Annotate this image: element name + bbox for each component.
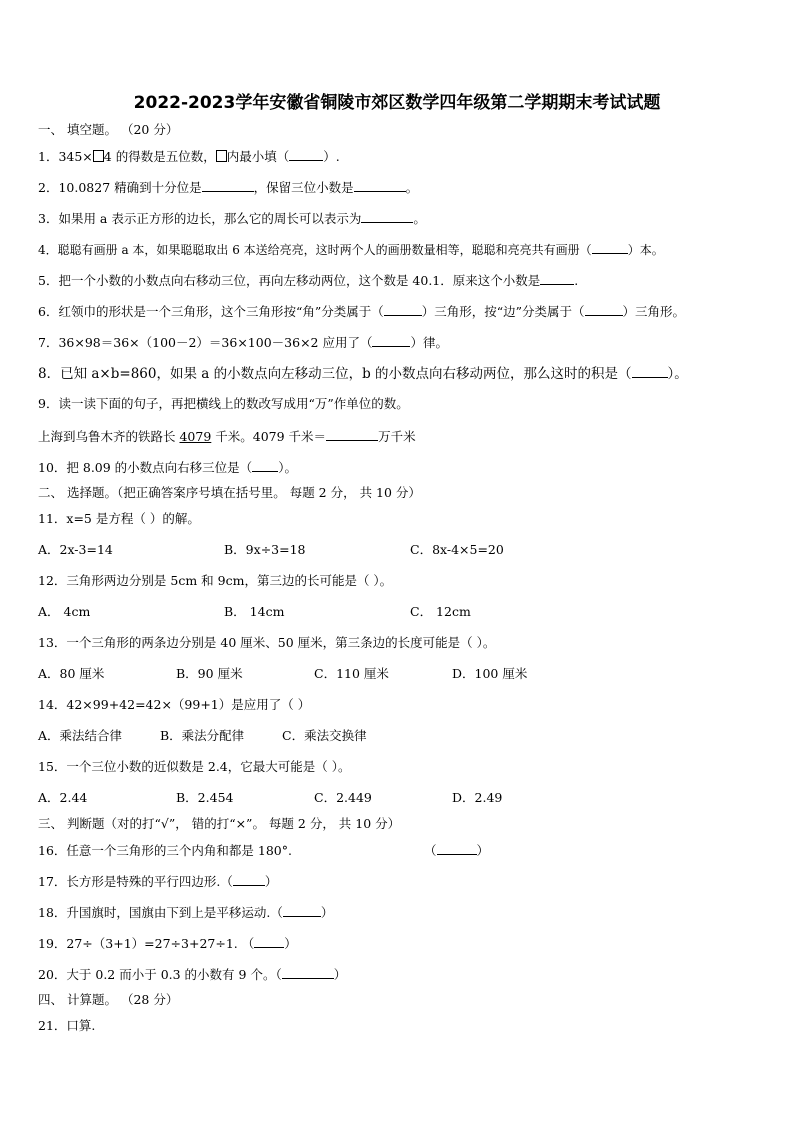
section-fill-in: 一、 填空题。 （20 分） <box>38 122 179 137</box>
question-12-options <box>38 604 471 620</box>
answer-blank[interactable] <box>283 904 321 917</box>
question-21: 21．口算. <box>38 1018 96 1033</box>
answer-blank[interactable] <box>252 459 278 472</box>
question-9-sentence: 上海到乌鲁木齐的铁路长 4079 千米。4079 千米＝ 万千米 <box>38 429 416 444</box>
section-multiple-choice: 二、 选择题。（把正确答案序号填在括号里。 每题 2 分， 共 10 分） <box>38 485 421 500</box>
answer-blank[interactable] <box>254 935 284 948</box>
option-b[interactable]: B． 14cm <box>224 604 285 619</box>
question-17: 17．长方形是特殊的平行四边形.（ ） <box>38 874 278 889</box>
option-a[interactable]: A．乘法结合律 <box>38 728 123 743</box>
question-2: 2．10.0827 精确到十分位是 ，保留三位小数是 。 <box>38 180 419 195</box>
question-7: 7．36×98＝36×（100－2）＝36×100－36×2 应用了（ ）律。 <box>38 335 448 350</box>
square-box-icon <box>93 150 104 162</box>
question-12: 12．三角形两边分别是 5cm 和 9cm，第三边的长可能是（ ）。 <box>38 573 393 588</box>
option-c[interactable]: C．8x-4×5=20 <box>410 542 504 557</box>
question-11-options <box>38 542 504 558</box>
answer-blank[interactable] <box>437 842 477 855</box>
question-9: 9．读一读下面的句子，再把横线上的数改写成用“万”作单位的数。 <box>38 396 409 411</box>
answer-blank[interactable] <box>540 272 574 285</box>
option-c[interactable]: C．110 厘米 <box>314 666 389 681</box>
question-1: 1．345× 4 的得数是五位数， 内最小填（ ）. <box>38 149 340 164</box>
option-b[interactable]: B．2.454 <box>176 790 234 805</box>
question-15: 15．一个三位小数的近似数是 2.4，它最大可能是（ ）。 <box>38 759 351 774</box>
option-a[interactable]: A．80 厘米 <box>38 666 105 681</box>
question-6: 6．红领巾的形状是一个三角形，这个三角形按“角”分类属于（ ）三角形，按“边”分类属于（ ）三角形。 <box>38 304 686 319</box>
question-20: 20．大于 0.2 而小于 0.3 的小数有 9 个。（ ） <box>38 967 347 982</box>
option-c[interactable]: C． 12cm <box>410 604 471 619</box>
answer-blank[interactable] <box>384 303 422 316</box>
answer-blank[interactable] <box>282 966 334 979</box>
question-5: 5．把一个小数的小数点向右移动三位，再向左移动两位，这个数是 40.1．原来这个小数是 . <box>38 273 579 288</box>
option-c[interactable]: C．乘法交换律 <box>282 728 367 743</box>
option-d[interactable]: D．100 厘米 <box>452 666 528 681</box>
answer-blank[interactable] <box>361 210 413 223</box>
answer-blank[interactable] <box>372 334 410 347</box>
question-3: 3．如果用 a 表示正方形的边长，那么它的周长可以表示为 。 <box>38 211 426 226</box>
answer-blank[interactable] <box>632 365 668 378</box>
option-a[interactable]: A． 4cm <box>38 604 91 619</box>
option-a[interactable]: A．2x-3=14 <box>38 542 113 557</box>
answer-blank[interactable] <box>354 179 406 192</box>
question-11: 11．x=5 是方程（ ）的解。 <box>38 511 200 526</box>
question-10: 10．把 8.09 的小数点向右移三位是（ ）。 <box>38 460 297 475</box>
option-b[interactable]: B．乘法分配律 <box>160 728 245 743</box>
answer-blank[interactable] <box>289 148 323 161</box>
option-b[interactable]: B．9x÷3=18 <box>224 542 306 557</box>
answer-blank[interactable] <box>592 241 628 254</box>
answer-blank[interactable] <box>202 179 254 192</box>
answer-blank[interactable] <box>585 303 623 316</box>
question-14: 14．42×99+42=42×（99+1）是应用了（ ） <box>38 697 311 712</box>
option-a[interactable]: A．2.44 <box>38 790 88 805</box>
question-4: 4．聪聪有画册 a 本，如果聪聪取出 6 本送给亮亮，这时两个人的画册数量相等，聪聪和亮亮共有画册（ ）本。 <box>38 243 664 257</box>
question-15-options <box>38 790 502 806</box>
question-19: 19．27÷（3+1）=27÷3+27÷1. （ ） <box>38 936 297 951</box>
question-14-options <box>38 728 367 744</box>
question-18: 18．升国旗时，国旗由下到上是平移运动.（ ） <box>38 905 334 920</box>
option-d[interactable]: D．2.49 <box>452 790 503 805</box>
answer-blank[interactable] <box>326 428 378 441</box>
question-13-options <box>38 666 527 682</box>
question-13: 13．一个三角形的两条边分别是 40 厘米、50 厘米，第三条边的长度可能是（ ）。 <box>38 635 496 650</box>
page-title: 2022-2023学年安徽省铜陵市郊区数学四年级第二学期期末考试试题 <box>133 93 661 113</box>
section-true-false: 三、 判断题（对的打“√”， 错的打“×”。 每题 2 分， 共 10 分） <box>38 816 401 831</box>
section-calculation: 四、 计算题。 （28 分） <box>38 992 179 1007</box>
square-box-icon <box>216 150 227 162</box>
answer-blank[interactable] <box>233 873 265 886</box>
option-c[interactable]: C．2.449 <box>314 790 372 805</box>
question-16: 16．任意一个三角形的三个内角和都是 180°. （ ） <box>38 843 490 858</box>
option-b[interactable]: B．90 厘米 <box>176 666 243 681</box>
question-8: 8．已知 a×b=860，如果 a 的小数点向左移动三位，b 的小数点向右移动两位，那么这时的积是（ ）。 <box>38 366 688 382</box>
